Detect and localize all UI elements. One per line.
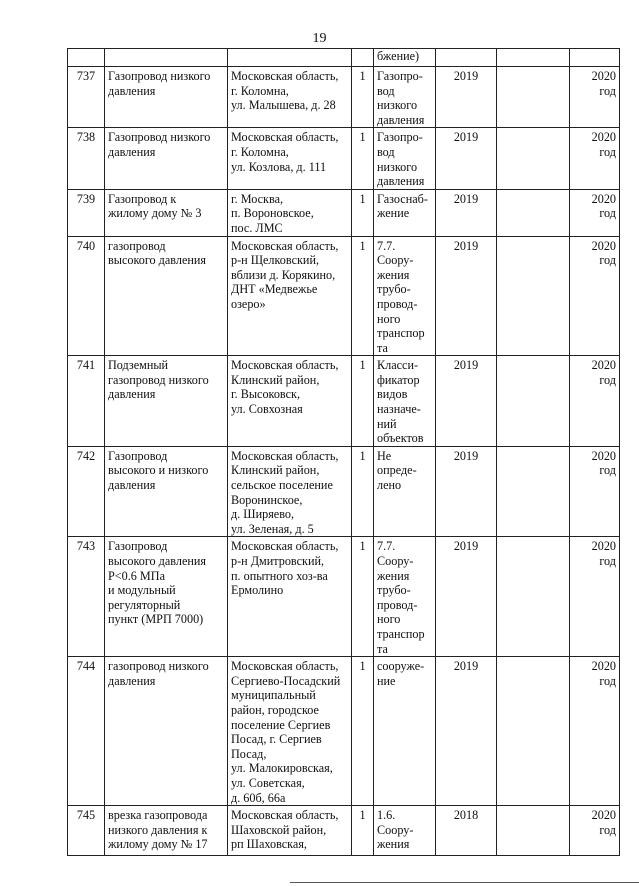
name-cell: Газопровод высокого давления Р<0.6 МПа и модульный регуляторный пункт (МРП 7000)	[105, 537, 228, 657]
type-cell: 7.7. Соору- жения трубо- провод- ного транспор та	[374, 537, 436, 657]
empty-cell	[497, 806, 570, 856]
address-cell	[228, 49, 352, 67]
table-row	[68, 128, 620, 189]
count-cell: 1	[352, 67, 374, 128]
type-cell: Класси- фикатор видов назначе- ний объектов	[374, 356, 436, 447]
table-row	[68, 189, 620, 236]
year-cell: 2019	[436, 446, 497, 537]
name-cell: Подземный газопровод низкого давления	[105, 356, 228, 447]
num-cell: 744	[68, 657, 105, 806]
table-row	[68, 537, 620, 657]
count-cell: 1	[352, 446, 374, 537]
year-cell	[436, 49, 497, 67]
address-cell: Московская область, р-н Дмитровский, п. опытного хоз-ва Ермолино	[228, 537, 352, 657]
plan-cell: 2020 год	[570, 537, 620, 657]
type-cell: бжение)	[374, 49, 436, 67]
table-row	[68, 446, 620, 537]
empty-cell	[497, 189, 570, 236]
count-cell: 1	[352, 657, 374, 806]
num-cell: 743	[68, 537, 105, 657]
num-cell: 737	[68, 67, 105, 128]
address-cell: Московская область, р-н Щелковский, вблизи д. Корякино, ДНТ «Медвежье озеро»	[228, 236, 352, 356]
empty-cell	[497, 657, 570, 806]
name-cell	[105, 49, 228, 67]
num-cell: 739	[68, 189, 105, 236]
plan-cell: 2020 год	[570, 657, 620, 806]
type-cell: 1.6. Соору- жения	[374, 806, 436, 856]
address-cell: Московская область, г. Коломна, ул. Козлова, д. 111	[228, 128, 352, 189]
objects-table	[67, 48, 620, 856]
address-cell: Московская область, Клинский район, сельское поселение Воронинское, д. Ширяево, ул. Зеленая, д. 5	[228, 446, 352, 537]
type-cell: 7.7. Соору- жения трубо- провод- ного транспор та	[374, 236, 436, 356]
year-cell: 2019	[436, 657, 497, 806]
empty-cell	[497, 49, 570, 67]
name-cell: газопровод низкого давления	[105, 657, 228, 806]
plan-cell: 2020 год	[570, 446, 620, 537]
plan-cell: 2020 год	[570, 189, 620, 236]
count-cell: 1	[352, 356, 374, 447]
page-number: 19	[312, 31, 327, 46]
address-cell: Московская область, Шаховской район, рп Шаховская,	[228, 806, 352, 856]
empty-cell	[497, 128, 570, 189]
plan-cell	[570, 49, 620, 67]
plan-cell: 2020 год	[570, 806, 620, 856]
empty-cell	[497, 356, 570, 447]
empty-cell	[497, 446, 570, 537]
address-cell: Московская область, г. Коломна, ул. Малышева, д. 28	[228, 67, 352, 128]
address-cell: Московская область, Сергиево-Посадский муниципальный район, городское поселение Сергиев Посад, г. Сергиев Посад, ул. Малокировская, ул. Советская, д. 60б, 66а	[228, 657, 352, 806]
table-row	[68, 236, 620, 356]
num-cell: 740	[68, 236, 105, 356]
year-cell: 2018	[436, 806, 497, 856]
type-cell: Не опреде- лено	[374, 446, 436, 537]
type-cell: Газопро- вод низкого давления	[374, 67, 436, 128]
table-row	[68, 657, 620, 806]
table-row	[68, 67, 620, 128]
table-row-continuation	[68, 49, 620, 67]
type-cell: сооруже- ние	[374, 657, 436, 806]
count-cell: 1	[352, 236, 374, 356]
table-row	[68, 356, 620, 447]
year-cell: 2019	[436, 236, 497, 356]
type-cell: Газопро- вод низкого давления	[374, 128, 436, 189]
plan-cell: 2020 год	[570, 356, 620, 447]
count-cell: 1	[352, 806, 374, 856]
year-cell: 2019	[436, 128, 497, 189]
count-cell: 1	[352, 537, 374, 657]
empty-cell	[497, 236, 570, 356]
count-cell	[352, 49, 374, 67]
year-cell: 2019	[436, 189, 497, 236]
plan-cell: 2020 год	[570, 236, 620, 356]
year-cell: 2019	[436, 67, 497, 128]
name-cell: врезка газопровода низкого давления к жилому дому № 17	[105, 806, 228, 856]
name-cell: газопровод высокого давления	[105, 236, 228, 356]
year-cell: 2019	[436, 356, 497, 447]
num-cell	[68, 49, 105, 67]
empty-cell	[497, 537, 570, 657]
type-cell: Газоснаб- жение	[374, 189, 436, 236]
num-cell: 745	[68, 806, 105, 856]
count-cell: 1	[352, 189, 374, 236]
name-cell: Газопровод к жилому дому № 3	[105, 189, 228, 236]
plan-cell: 2020 год	[570, 67, 620, 128]
bottom-divider	[290, 882, 639, 883]
name-cell: Газопровод низкого давления	[105, 67, 228, 128]
year-cell: 2019	[436, 537, 497, 657]
name-cell: Газопровод высокого и низкого давления	[105, 446, 228, 537]
empty-cell	[497, 67, 570, 128]
table-row	[68, 806, 620, 856]
num-cell: 738	[68, 128, 105, 189]
num-cell: 741	[68, 356, 105, 447]
address-cell: Московская область, Клинский район, г. Высоковск, ул. Совхозная	[228, 356, 352, 447]
num-cell: 742	[68, 446, 105, 537]
plan-cell: 2020 год	[570, 128, 620, 189]
count-cell: 1	[352, 128, 374, 189]
name-cell: Газопровод низкого давления	[105, 128, 228, 189]
address-cell: г. Москва, п. Вороновское, пос. ЛМС	[228, 189, 352, 236]
